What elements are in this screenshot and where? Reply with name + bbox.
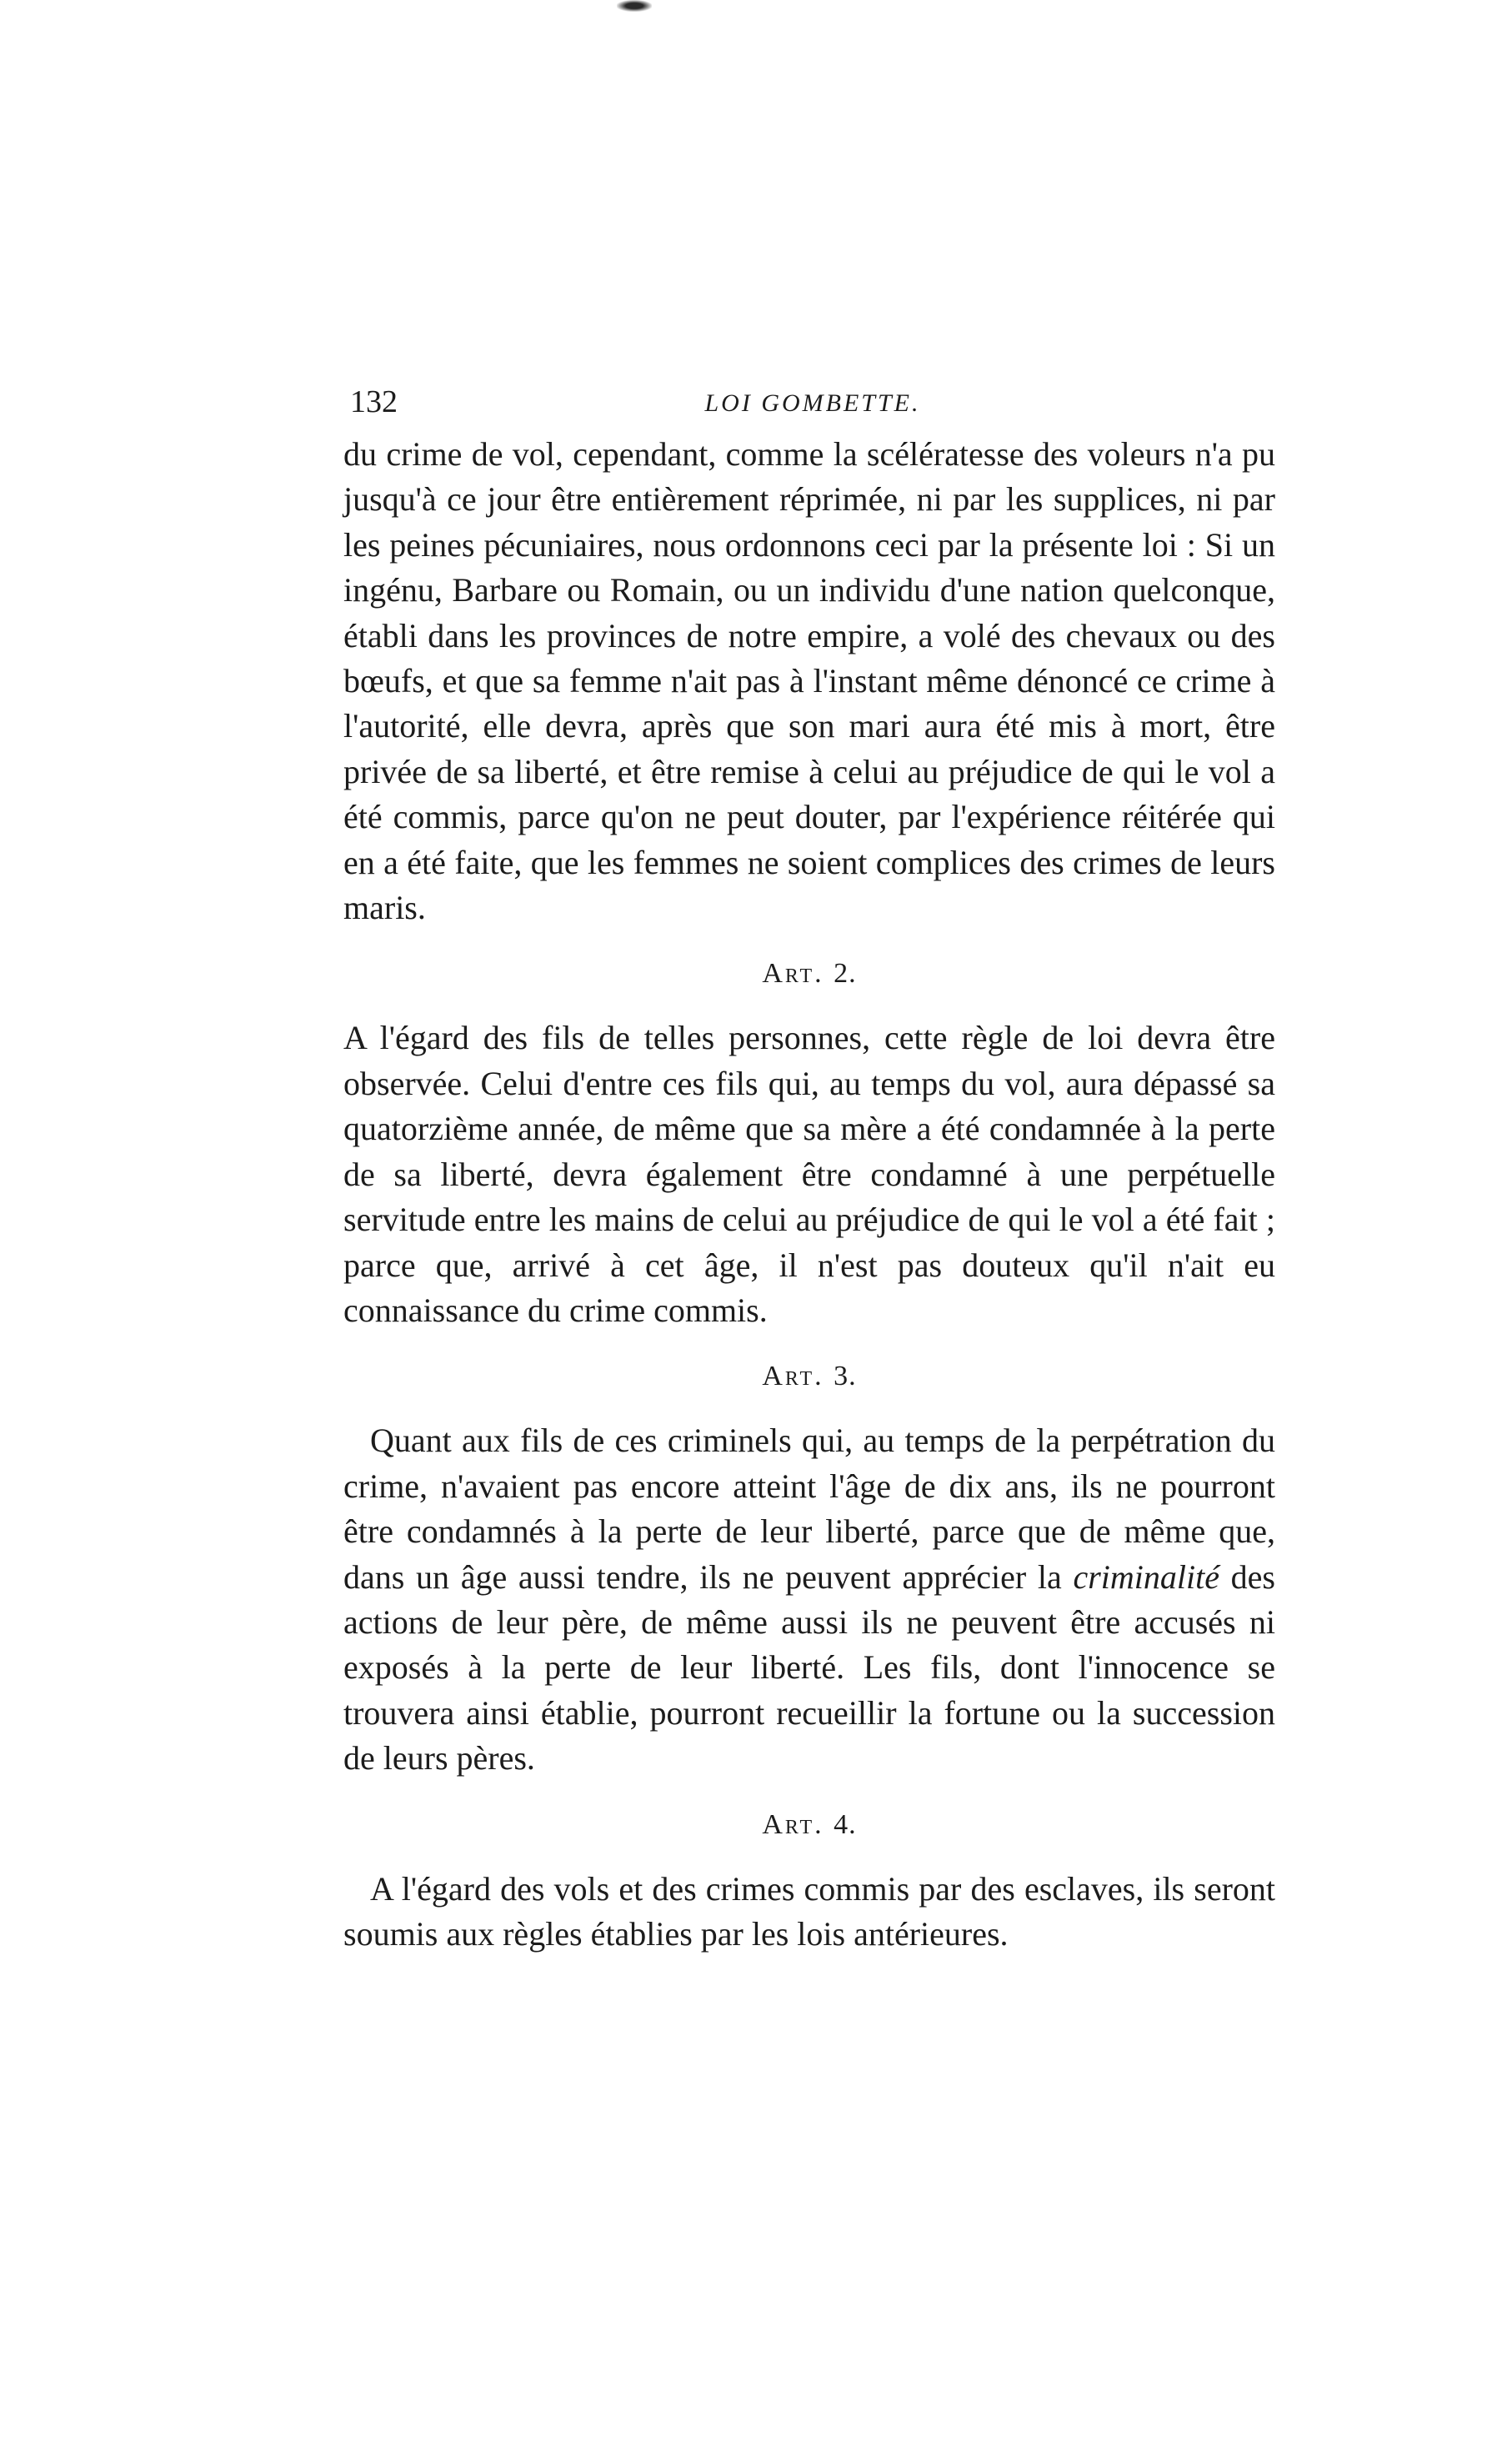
page-number: 132 (350, 384, 398, 419)
article-3-heading (343, 1333, 1275, 1418)
article-4-heading (343, 1782, 1275, 1867)
article-3-text-after: des actions de leur père, de même aussi ils ne peuvent être accusés ni exposés à la perte de leur liberté. Les fils, dont l'innocence se trouvera ainsi établie, pourront recueillir la fortune ou la succession de leurs pères. (343, 1557, 1275, 1778)
opening-paragraph: du crime de vol, cependant, comme la scélératesse des voleurs n'a pu jusqu'à ce jour être entièrement réprimée, ni par les supplices, ni par les peines pécuniaires, nous ordonnons ceci par la présente loi : Si un ingénu, Barbare ou Romain, ou un individu d'une nation quelconque, établi dans les provinces de notre empire, a volé des chevaux ou des bœufs, et que sa femme n'ait pas à l'instant même dénoncé ce crime à l'autorité, elle devra, après que son mari aura été mis à mort, être privée de sa liberté, et être remise à celui au préjudice de qui le vol a été commis, parce qu'on ne peut douter, par l'expérience réitérée qui en a été faite, que les femmes ne soient complices des crimes de leurs maris. (343, 435, 1275, 927)
article-3-label: Art. (762, 1361, 824, 1392)
article-3-italic-word: criminalité (1073, 1557, 1219, 1596)
article-3-paragraph (343, 1418, 1275, 1781)
body-text (343, 432, 1275, 1957)
article-2-heading (343, 930, 1275, 1015)
running-title: LOI GOMBETTE. (704, 389, 921, 417)
article-4-label: Art. (762, 1808, 824, 1840)
running-header (350, 377, 1275, 427)
article-2-label: Art. (762, 958, 824, 990)
ink-blot (617, 0, 652, 12)
article-3-text-before: Quant aux fils de ces criminels qui, au temps de la perpétration du crime, n'avaient pas encore atteint l'âge de dix ans, ils ne pourront être condamnés à la perte de leur liberté, parce que de même que, dans un âge aussi tendre, ils ne peuvent apprécier la (343, 1422, 1275, 1596)
article-2-number: 2. (834, 958, 857, 990)
article-4-number: 4. (834, 1808, 857, 1840)
article-2-paragraph: A l'égard des fils de telles personnes, cette règle de loi devra être observée. Celui d'entre ces fils qui, au temps du vol, aura dépassé sa quatorzième année, de même que sa mère a été condamnée à la perte de sa liberté, devra également être condamné à une perpétuelle servitude entre les mains de celui au préjudice de qui le vol a été fait ; parce que, arrivé à cet âge, il n'est pas douteux qu'il n'ait eu connaissance du crime commis. (343, 1019, 1275, 1329)
article-3-number: 3. (834, 1361, 857, 1392)
article-4-paragraph: A l'égard des vols et des crimes commis par des esclaves, ils seront soumis aux règles établies par les lois antérieures. (343, 1869, 1275, 1953)
